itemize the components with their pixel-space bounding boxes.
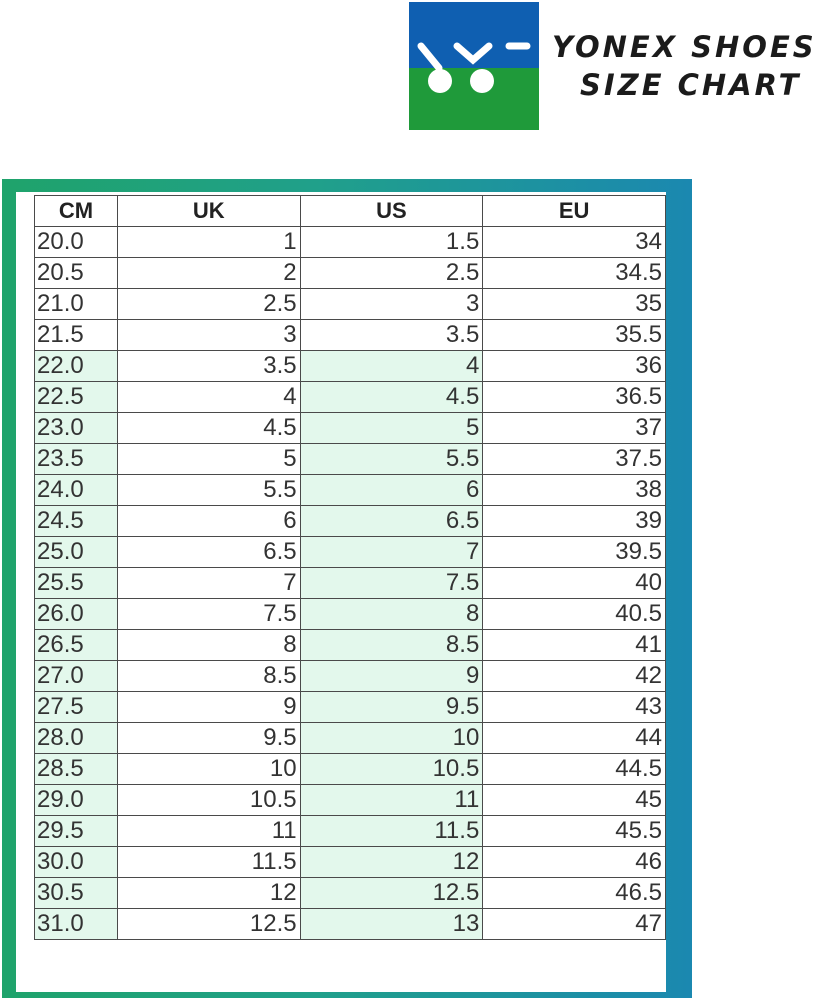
uk-cell: 4.5 [117,413,300,444]
us-cell: 13 [300,909,483,940]
table-row [35,258,666,289]
column-header-eu: EU [483,196,666,227]
cm-cell: 24.5 [35,506,118,537]
table-row [35,475,666,506]
eu-cell: 34 [483,227,666,258]
eu-cell: 35 [483,289,666,320]
eu-cell: 40 [483,568,666,599]
uk-cell: 8 [117,630,300,661]
table-row [35,382,666,413]
us-cell: 3.5 [300,320,483,351]
table-row [35,413,666,444]
table-row [35,444,666,475]
table-row [35,227,666,258]
cm-cell: 25.5 [35,568,118,599]
table-row [35,630,666,661]
chart-title [552,28,836,104]
uk-cell: 6 [117,506,300,537]
us-cell: 9 [300,661,483,692]
eu-cell: 35.5 [483,320,666,351]
uk-cell: 11.5 [117,847,300,878]
cm-cell: 21.0 [35,289,118,320]
eu-cell: 39.5 [483,537,666,568]
us-cell: 1.5 [300,227,483,258]
us-cell: 3 [300,289,483,320]
table-row [35,816,666,847]
us-cell: 9.5 [300,692,483,723]
yonex-logo-icon [409,2,539,130]
eu-cell: 41 [483,630,666,661]
eu-cell: 34.5 [483,258,666,289]
eu-cell: 44 [483,723,666,754]
uk-cell: 2 [117,258,300,289]
us-cell: 4.5 [300,382,483,413]
eu-cell: 42 [483,661,666,692]
cm-cell: 22.0 [35,351,118,382]
cm-cell: 23.0 [35,413,118,444]
eu-cell: 39 [483,506,666,537]
uk-cell: 1 [117,227,300,258]
uk-cell: 5 [117,444,300,475]
table-row [35,878,666,909]
table-row [35,289,666,320]
uk-cell: 5.5 [117,475,300,506]
us-cell: 5 [300,413,483,444]
us-cell: 6.5 [300,506,483,537]
us-cell: 8.5 [300,630,483,661]
us-cell: 11 [300,785,483,816]
uk-cell: 3.5 [117,351,300,382]
column-header-cm: CM [35,196,118,227]
table-header-row [35,196,666,227]
eu-cell: 46 [483,847,666,878]
table-frame [2,179,692,998]
us-cell: 8 [300,599,483,630]
uk-cell: 3 [117,320,300,351]
eu-cell: 45.5 [483,816,666,847]
uk-cell: 8.5 [117,661,300,692]
uk-cell: 9.5 [117,723,300,754]
eu-cell: 46.5 [483,878,666,909]
eu-cell: 36 [483,351,666,382]
cm-cell: 30.5 [35,878,118,909]
table-row [35,692,666,723]
us-cell: 2.5 [300,258,483,289]
eu-cell: 40.5 [483,599,666,630]
us-cell: 7 [300,537,483,568]
table-row [35,661,666,692]
cm-cell: 29.0 [35,785,118,816]
cm-cell: 31.0 [35,909,118,940]
cm-cell: 24.0 [35,475,118,506]
uk-cell: 7 [117,568,300,599]
us-cell: 11.5 [300,816,483,847]
us-cell: 4 [300,351,483,382]
column-header-uk: UK [117,196,300,227]
table-row [35,537,666,568]
table-row [35,909,666,940]
table-row [35,723,666,754]
table-row [35,847,666,878]
cm-cell: 28.0 [35,723,118,754]
uk-cell: 10 [117,754,300,785]
cm-cell: 27.0 [35,661,118,692]
cm-cell: 29.5 [35,816,118,847]
cm-cell: 20.0 [35,227,118,258]
cm-cell: 27.5 [35,692,118,723]
uk-cell: 9 [117,692,300,723]
table-panel [16,192,666,992]
table-row [35,599,666,630]
table-row [35,351,666,382]
cm-cell: 23.5 [35,444,118,475]
eu-cell: 47 [483,909,666,940]
table-row [35,568,666,599]
us-cell: 6 [300,475,483,506]
title-line-1: YONEX SHOES [552,30,817,64]
eu-cell: 44.5 [483,754,666,785]
table-row [35,754,666,785]
us-cell: 12 [300,847,483,878]
cm-cell: 26.0 [35,599,118,630]
eu-cell: 38 [483,475,666,506]
cm-cell: 22.5 [35,382,118,413]
uk-cell: 12 [117,878,300,909]
eu-cell: 36.5 [483,382,666,413]
column-header-us: US [300,196,483,227]
us-cell: 10 [300,723,483,754]
table-row [35,785,666,816]
us-cell: 5.5 [300,444,483,475]
eu-cell: 37 [483,413,666,444]
cm-cell: 26.5 [35,630,118,661]
cm-cell: 30.0 [35,847,118,878]
table-row [35,506,666,537]
cm-cell: 20.5 [35,258,118,289]
size-table [34,195,666,940]
uk-cell: 12.5 [117,909,300,940]
cm-cell: 28.5 [35,754,118,785]
uk-cell: 11 [117,816,300,847]
uk-cell: 7.5 [117,599,300,630]
uk-cell: 4 [117,382,300,413]
us-cell: 10.5 [300,754,483,785]
eu-cell: 37.5 [483,444,666,475]
eu-cell: 43 [483,692,666,723]
eu-cell: 45 [483,785,666,816]
cm-cell: 25.0 [35,537,118,568]
cm-cell: 21.5 [35,320,118,351]
us-cell: 12.5 [300,878,483,909]
uk-cell: 2.5 [117,289,300,320]
table-row [35,320,666,351]
uk-cell: 10.5 [117,785,300,816]
title-line-2: SIZE CHART [580,68,802,102]
us-cell: 7.5 [300,568,483,599]
uk-cell: 6.5 [117,537,300,568]
